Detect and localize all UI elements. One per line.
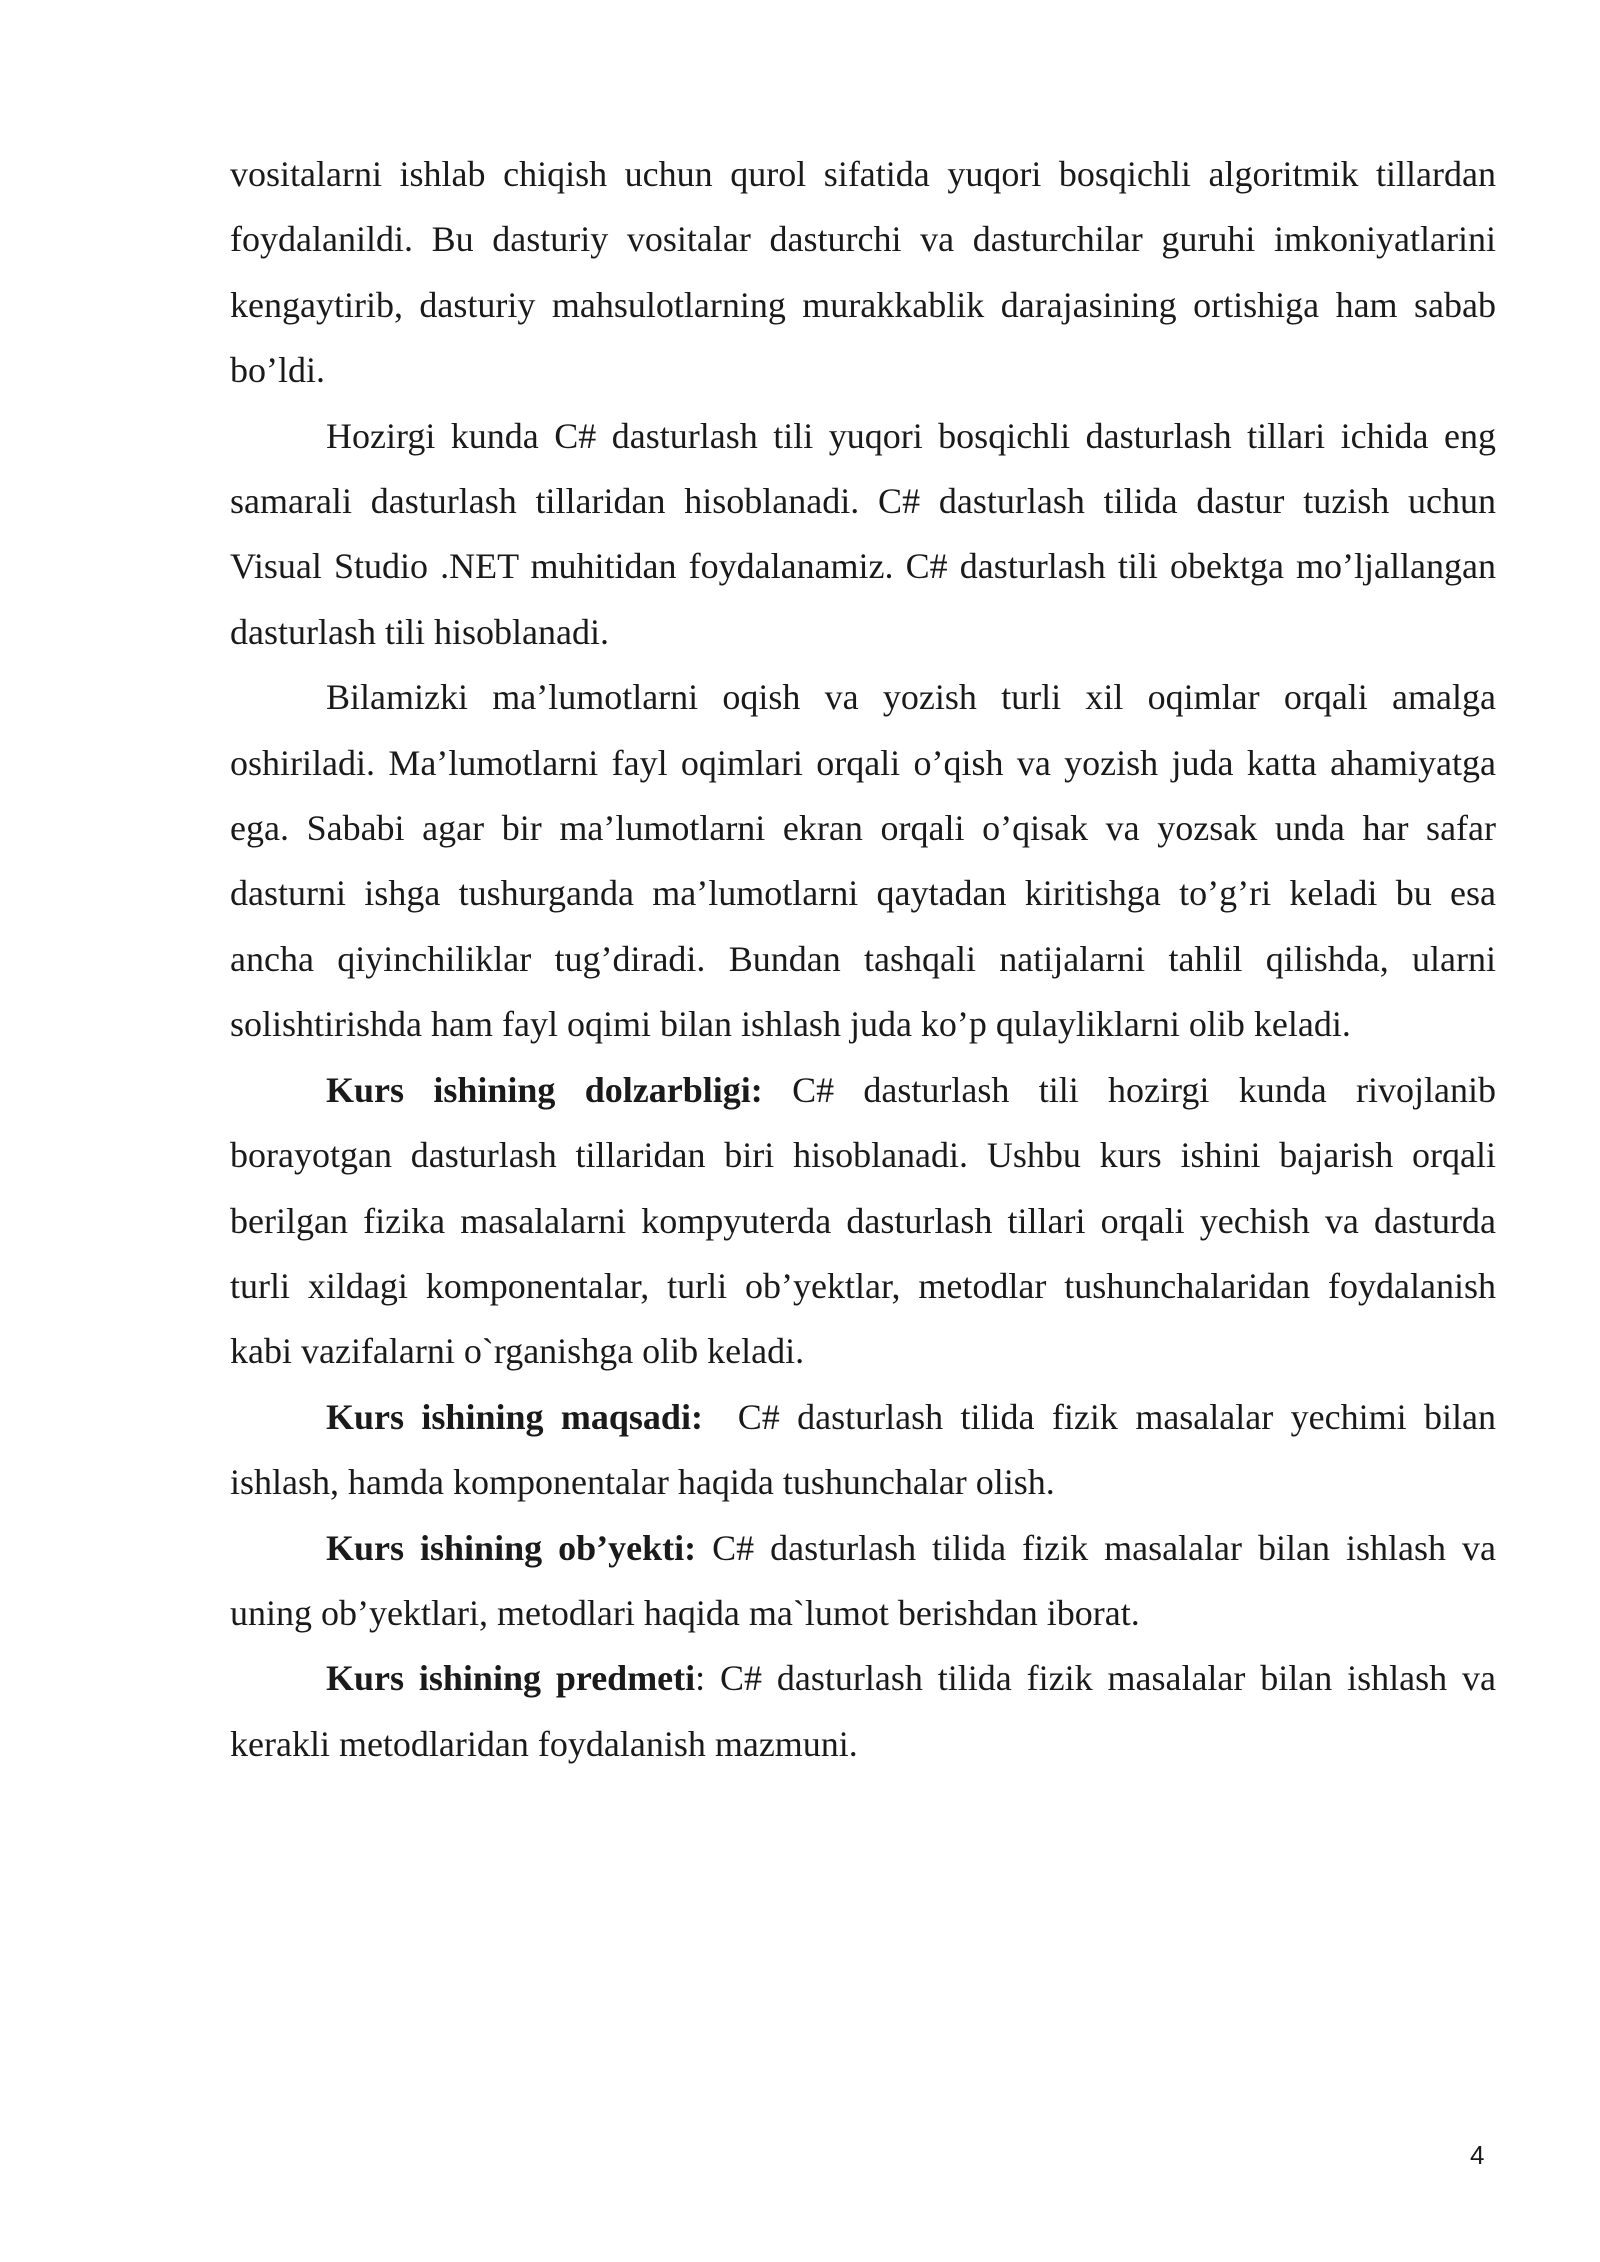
paragraph-goal — [230, 1385, 1505, 1516]
paragraph-csharp-overview — [230, 404, 1496, 666]
page-number: 4 — [1470, 2140, 1485, 2170]
paragraph-relevance — [230, 1058, 1496, 1385]
paragraph-text: Bilamizki ma’lumotlarni oqish va yozish turli xil oqimlar orqali amalga oshiriladi. Ma’lumotlarni fayl oqimlari orqali o’qish va yozish juda katta ahamiyatga ega. Sababi agar bir ma’lumotlarni ekran orqali o’qisak va yozsak unda har safar dasturni ishga tushurganda ma’lumotlarni qaytadan kiritishga to’g’ri keladi bu esa ancha qiyinchiliklar tug’diradi. Bundan tashqali natijalarni tahlil qilishda, ularni solishtirishda ham fayl oqimi bilan ishlash juda ko’p qulayliklarni olib keladi. — [230, 677, 1496, 1045]
paragraph-text: C# dasturlash tili hozirgi kunda rivojlanib borayotgan dasturlash tillaridan biri hisoblanadi. Ushbu kurs ishini bajarish orqali berilgan fizika masalalarni kompyuterda dasturlash tillari orqali yechish va dasturda turli xildagi komponentalar, turli ob’yektlar, metodlar tushunchalaridan foydalanish kabi vazifalarni o`rganishga olib keladi. — [230, 1069, 1496, 1372]
paragraph-text: : C# dasturlash tilida fizik masalalar bilan ishlash va kerakli metodlaridan foydalanish mazmuni. — [230, 1658, 1496, 1764]
paragraph-object — [230, 1516, 1496, 1647]
paragraph-text: C# dasturlash tilida fizik masalalar bilan ishlash va uning ob’yektlari, metodlari haqida ma`lumot berishdan iborat. — [230, 1527, 1496, 1633]
relevance-heading: Kurs ishining dolzarbligi: — [326, 1069, 763, 1110]
paragraph-file-streams — [230, 665, 1496, 1057]
subject-heading: Kurs ishining predmeti — [326, 1658, 696, 1699]
document-body — [230, 142, 1505, 1777]
paragraph-text: C# dasturlash tilida fizik masalalar yechimi bilan ishlash, hamda komponentalar haqida tushunchalar olish. — [230, 1396, 1505, 1503]
paragraph-intro-continuation — [230, 142, 1496, 404]
paragraph-text: vositalarni ishlab chiqish uchun qurol sifatida yuqori bosqichli algoritmik tillardan foydalanildi. Bu dasturiy vositalar dasturchi va dasturchilar guruhi imkoniyatlarini kengaytirib, dasturiy mahsulotlarning murakkablik darajasining ortishiga ham sabab bo’ldi. — [230, 154, 1496, 391]
paragraph-subject — [230, 1646, 1496, 1777]
object-heading: Kurs ishining ob’yekti: — [326, 1527, 697, 1568]
goal-heading: Kurs ishining maqsadi: — [326, 1396, 703, 1437]
paragraph-text: Hozirgi kunda C# dasturlash tili yuqori bosqichli dasturlash tillari ichida eng samarali dasturlash tillaridan hisoblanadi. C# dasturlash tilida dastur tuzish uchun Visual Studio .NET muhitidan foydalanamiz. C# dasturlash tili obektga mo’ljallangan dasturlash tili hisoblanadi. — [230, 415, 1496, 652]
